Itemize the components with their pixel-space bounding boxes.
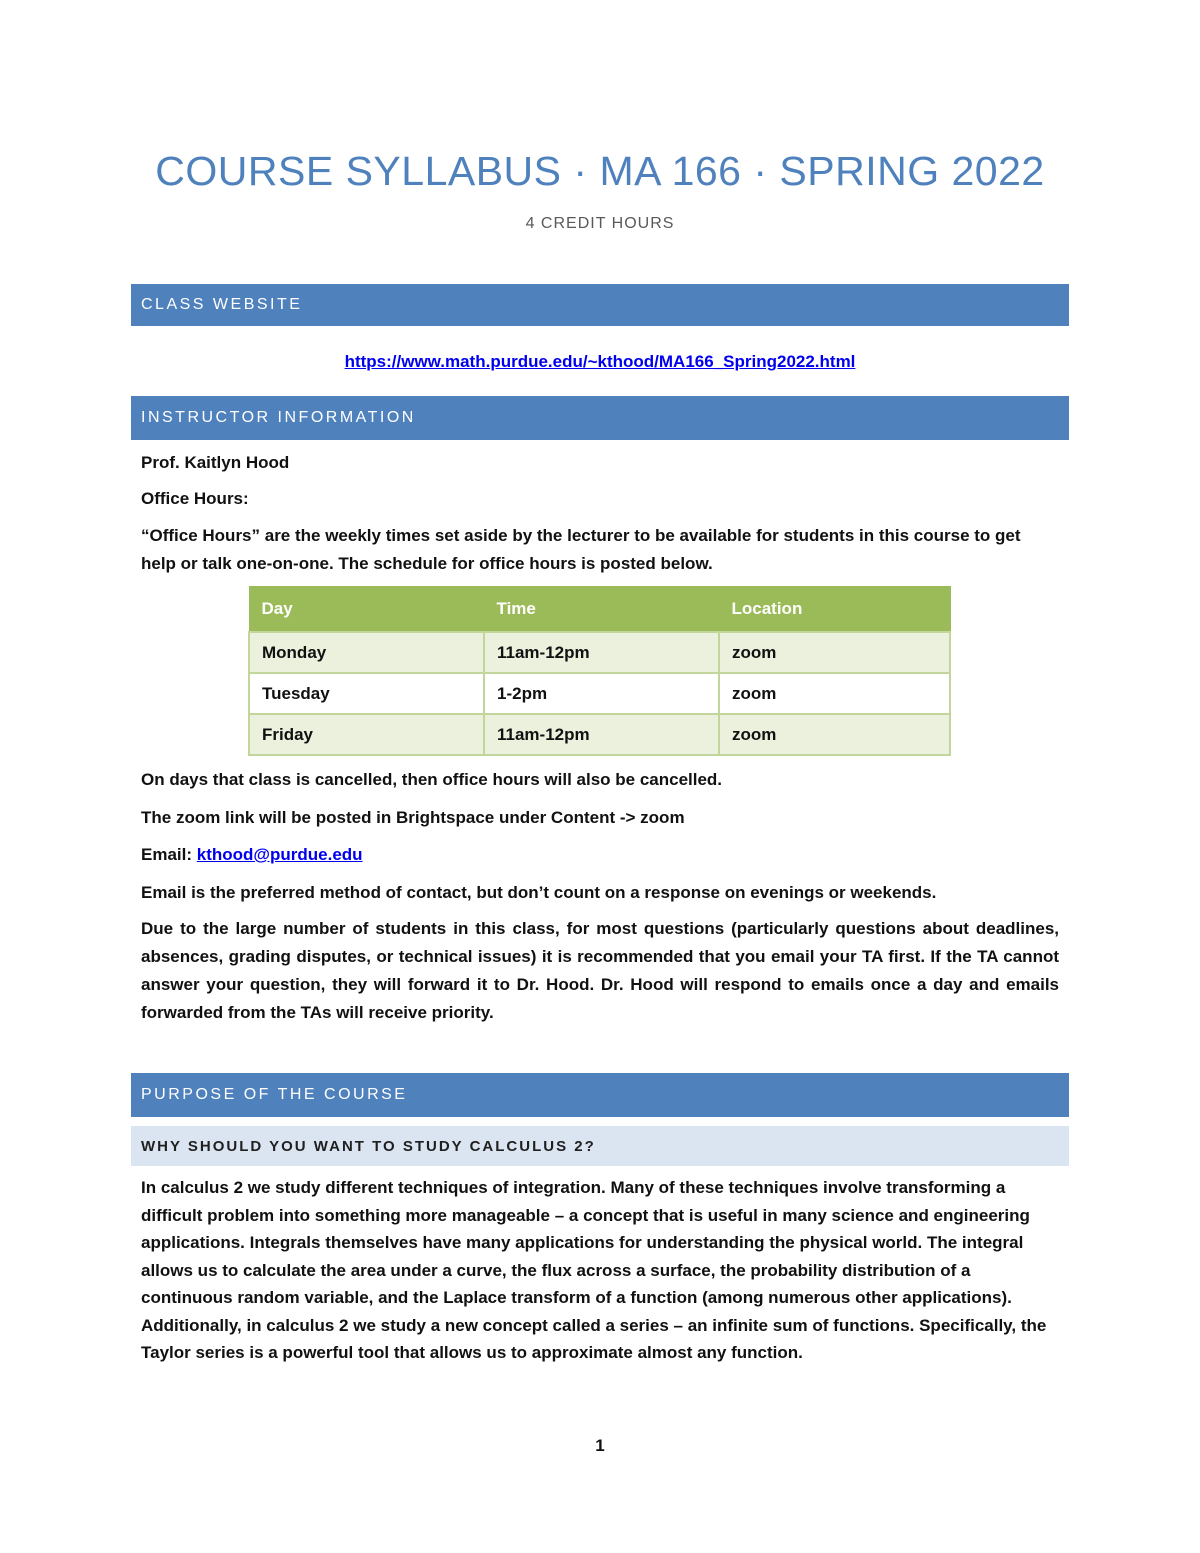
cell-time: 1-2pm <box>484 673 719 714</box>
cell-time: 11am-12pm <box>484 632 719 673</box>
table-header-row <box>249 587 950 633</box>
ta-contact-note: Due to the large number of students in this class, for most questions (particularly questions about deadlines, absences, grading disputes, or technical issues) it is recommended that you email your TA first. If the TA cannot answer your question, they will forward it to Dr. Hood. Dr. Hood will respond to emails once a day and emails forwarded from the TAs will receive priority. <box>141 919 1059 1022</box>
class-website-link[interactable]: https://www.math.purdue.edu/~kthood/MA166_Spring2022.html <box>344 352 856 371</box>
page-title: COURSE SYLLABUS · MA 166 · SPRING 2022 <box>155 148 1045 194</box>
purpose-body: In calculus 2 we study different techniques of integration. Many of these techniques involve transforming a difficult problem into something more manageable – a concept that is useful in many science and engineering applications. Integrals themselves have many applications for understanding the physical world. The integral allows us to calculate the area under a curve, the flux across a surface, the probability distribution of a continuous random variable, and the Laplace transform of a function (among numerous other applications). Additionally, in calculus 2 we study a new concept called a series – an infinite sum of functions. Specifically, the Taylor series is a powerful tool that allows us to approximate almost any function. <box>141 1178 1047 1362</box>
email-link[interactable]: kthood@purdue.edu <box>196 845 363 864</box>
cell-day: Friday <box>249 714 484 755</box>
table-row <box>249 673 950 714</box>
zoom-note: The zoom link will be posted in Brightspace under Content -> zoom <box>141 808 685 827</box>
office-hours-label: Office Hours: <box>141 489 249 508</box>
class-website-link-container <box>0 352 1200 372</box>
cell-location: zoom <box>719 714 950 755</box>
cell-location: zoom <box>719 673 950 714</box>
cell-location: zoom <box>719 632 950 673</box>
email-label: Email: <box>141 845 193 864</box>
email-preference-note: Email is the preferred method of contact, but don’t count on a response on evenings or weekends. <box>141 883 937 902</box>
section-header-class-website: CLASS WEBSITE <box>131 284 1069 326</box>
page-number: 1 <box>595 1436 605 1455</box>
office-hours-table <box>248 586 951 756</box>
subsection-header-why-calculus: WHY SHOULD YOU WANT TO STUDY CALCULUS 2? <box>131 1126 1069 1166</box>
table-row <box>249 714 950 755</box>
section-header-purpose: PURPOSE OF THE COURSE <box>131 1073 1069 1117</box>
section-header-instructor: INSTRUCTOR INFORMATION <box>131 396 1069 440</box>
cell-time: 11am-12pm <box>484 714 719 755</box>
cancellation-note: On days that class is cancelled, then office hours will also be cancelled. <box>141 770 723 789</box>
cell-day: Tuesday <box>249 673 484 714</box>
credit-hours: 4 CREDIT HOURS <box>525 215 675 232</box>
table-row <box>249 632 950 673</box>
email-line <box>141 841 1059 869</box>
cell-day: Monday <box>249 632 484 673</box>
instructor-name: Prof. Kaitlyn Hood <box>141 453 290 472</box>
office-hours-description: “Office Hours” are the weekly times set aside by the lecturer to be available for students in this course to get help or talk one-on-one. The schedule for office hours is posted below. <box>141 526 1021 573</box>
column-header-day: Day <box>249 587 484 633</box>
column-header-location: Location <box>719 587 950 633</box>
column-header-time: Time <box>484 587 719 633</box>
